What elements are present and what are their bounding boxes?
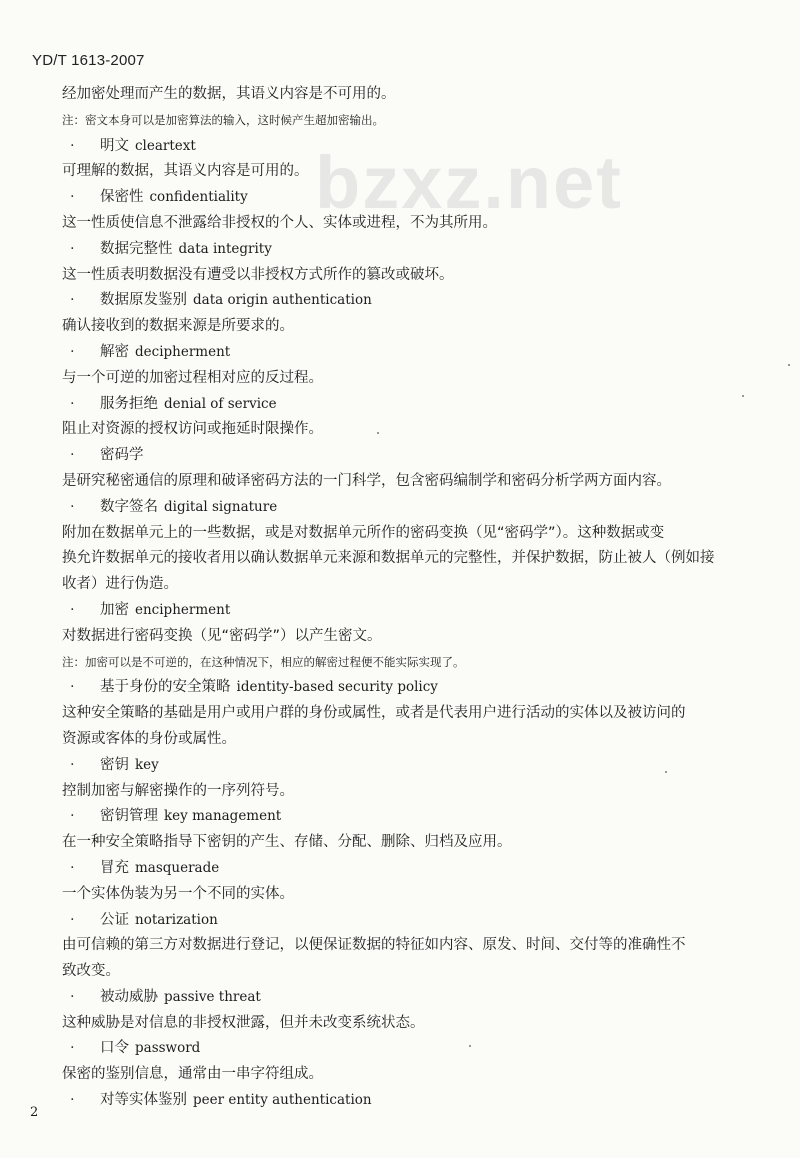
term-zh: 数据原发鉴别 (100, 292, 187, 309)
term-zh: 保密性 (100, 189, 144, 206)
term-en: peer entity authentication (193, 1092, 372, 1109)
term-heading (62, 908, 762, 934)
bullet-dot: · (70, 1040, 75, 1057)
scan-speck (665, 771, 667, 773)
definition-line: 保密的鉴别信息，通常由一串字符组成。 (62, 1066, 323, 1083)
bullet-dot: · (70, 1092, 75, 1109)
bullet-dot: · (70, 137, 75, 154)
bullet-dot: · (70, 395, 75, 412)
definition-line: 这一性质表明数据没有遭受以非授权方式所作的篡改或破坏。 (62, 266, 454, 283)
term-heading (62, 675, 762, 701)
definition-line: 一个实体伪装为另一个不同的实体。 (62, 885, 294, 902)
definition-line: 附加在数据单元上的一些数据，或是对数据单元所作的密码变换（见“密码学”）。这种数据或变 (62, 524, 665, 541)
term-heading (62, 1088, 762, 1114)
term-zh: 加密 (100, 601, 129, 618)
term-zh: 密码学 (100, 447, 144, 464)
definition-line: 这种安全策略的基础是用户或用户群的身份或属性，或者是代表用户进行活动的实体以及被访问的 (62, 705, 686, 722)
term-en: data integrity (178, 240, 272, 257)
term-en: masquerade (135, 859, 220, 876)
term-zh: 明文 (100, 137, 129, 154)
bullet-dot: · (70, 988, 75, 1005)
term-heading (62, 856, 762, 882)
term-zh: 数据完整性 (100, 240, 173, 257)
term-en: key (135, 756, 159, 773)
term-zh: 密钥 (100, 756, 129, 773)
term-en: notarization (135, 911, 218, 928)
definition-line: 是研究秘密通信的原理和破译密码方法的一门科学，包含密码编制学和密码分析学两方面内容。 (62, 472, 671, 489)
term-zh: 冒充 (100, 859, 129, 876)
definition-line: 控制加密与解密操作的一序列符号。 (62, 782, 294, 799)
definition-line: 可理解的数据，其语义内容是可用的。 (62, 163, 309, 180)
term-zh: 解密 (100, 343, 129, 360)
bullet-dot: · (70, 911, 75, 928)
term-zh: 公证 (100, 911, 129, 928)
document-body (62, 82, 762, 1114)
bullet-dot: · (70, 679, 75, 696)
bullet-dot: · (70, 859, 75, 876)
page-number: 2 (30, 1105, 39, 1120)
term-heading (62, 985, 762, 1011)
definition-line: 对数据进行密码变换（见“密码学”）以产生密文。 (62, 627, 382, 644)
term-heading (62, 392, 762, 418)
term-en: digital signature (164, 498, 278, 515)
term-zh: 数字签名 (100, 498, 158, 515)
definition-continuation: 换允许数据单元的接收者用以确认数据单元来源和数据单元的完整性，并保护数据，防止被人（例如接 (62, 550, 715, 567)
scan-speck (469, 1045, 471, 1047)
term-en: passive threat (164, 988, 261, 1005)
bullet-dot: · (70, 808, 75, 825)
scan-speck (788, 364, 790, 366)
term-en: cleartext (135, 137, 196, 154)
term-zh: 被动威胁 (100, 988, 158, 1005)
term-en: identity-based security policy (236, 679, 438, 696)
term-zh: 密钥管理 (100, 808, 158, 825)
term-heading (62, 753, 762, 779)
bullet-dot: · (70, 756, 75, 773)
note-line: 注：密文本身可以是加密算法的输入，这时候产生超加密输出。 (62, 112, 384, 127)
definition-line: 阻止对资源的授权访问或拖延时限操作。 (62, 421, 323, 438)
definition-line: 这一性质使信息不泄露给非授权的个人、实体或进程，不为其所用。 (62, 214, 497, 231)
term-zh: 基于身份的安全策略 (100, 679, 231, 696)
term-heading (62, 1036, 762, 1062)
term-heading (62, 237, 762, 263)
term-en: encipherment (135, 601, 231, 618)
note-line: 注：加密可以是不可逆的，在这种情况下，相应的解密过程便不能实际实现了。 (62, 654, 465, 669)
term-heading (62, 598, 762, 624)
term-heading (62, 185, 762, 211)
definition-continuation: 收者）进行伪造。 (62, 576, 178, 593)
bullet-dot: · (70, 498, 75, 515)
term-zh: 对等实体鉴别 (100, 1092, 187, 1109)
term-en: password (135, 1040, 201, 1057)
bullet-dot: · (70, 601, 75, 618)
term-heading (62, 495, 762, 521)
definition-line: 与一个可逆的加密过程相对应的反过程。 (62, 369, 323, 386)
term-en: key management (164, 808, 282, 825)
definition-line: 经加密处理而产生的数据，其语义内容是不可用的。 (62, 86, 396, 102)
definition-line: 在一种安全策略指导下密钥的产生、存储、分配、删除、归档及应用。 (62, 834, 512, 851)
term-en: decipherment (135, 343, 231, 360)
term-en: confidentiality (149, 189, 248, 206)
definition-line: 确认接收到的数据来源是所要求的。 (62, 318, 294, 335)
scan-speck (377, 432, 379, 434)
definition-continuation: 资源或客体的身份或属性。 (62, 730, 236, 747)
definition-continuation: 致改变。 (62, 963, 120, 980)
watermark: bzxz.net (315, 141, 623, 224)
term-heading (62, 804, 762, 830)
term-heading (62, 288, 762, 314)
bullet-dot: · (70, 292, 75, 309)
term-heading (62, 443, 762, 469)
standard-id: YD/T 1613-2007 (32, 52, 145, 69)
term-heading (62, 340, 762, 366)
definition-line: 这种威胁是对信息的非授权泄露，但并未改变系统状态。 (62, 1014, 425, 1031)
bullet-dot: · (70, 189, 75, 206)
bullet-dot: · (70, 343, 75, 360)
term-zh: 口令 (100, 1040, 129, 1057)
scan-speck (742, 395, 744, 397)
term-zh: 服务拒绝 (100, 395, 158, 412)
bullet-dot: · (70, 447, 75, 464)
bullet-dot: · (70, 240, 75, 257)
term-en: denial of service (164, 395, 277, 412)
definition-line: 由可信赖的第三方对数据进行登记，以便保证数据的特征如内容、原发、时间、交付等的准确性不 (62, 937, 686, 954)
term-heading (62, 134, 762, 160)
term-en: data origin authentication (193, 292, 372, 309)
